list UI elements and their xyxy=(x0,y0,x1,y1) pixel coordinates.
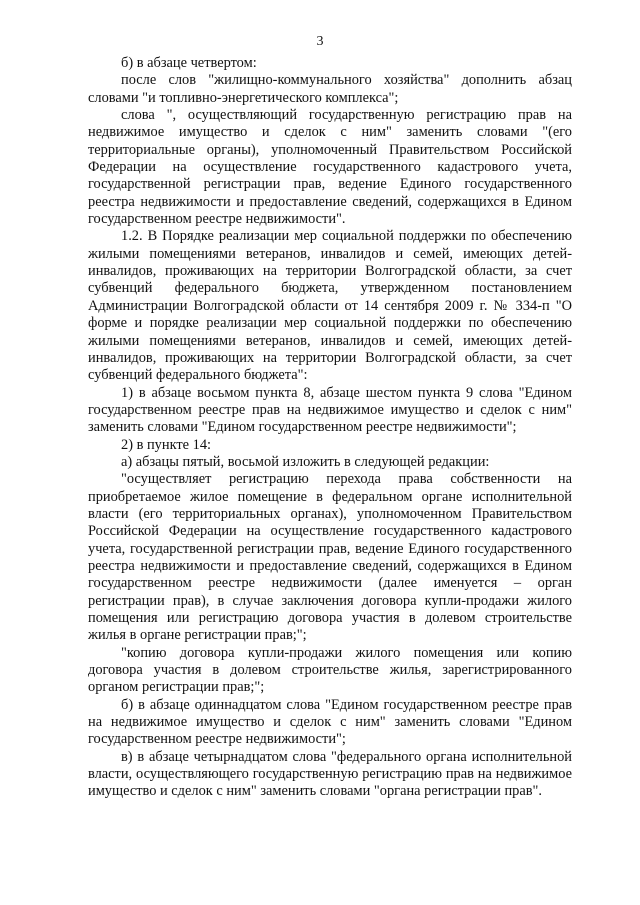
paragraph-2: после слов "жилищно-коммунального хозяйства" дополнить абзац словами "и топливно-энергетического комплекса"; xyxy=(88,72,572,106)
paragraph-4: 1.2. В Порядке реализации мер социальной поддержки по обеспечению жилыми помещениями ветеранов, инвалидов и семей, имеющих детей-инвалидов, проживающих на территории Волгоградской области, за счет субвенций федерального бюджета, утвержденном постановлением Администрации Волгоградской области от 14 сентября 2009 г. № 334-п "О форме и порядке реализации мер социальной поддержки по обеспечению жилыми помещениями ветеранов, инвалидов и семей, имеющих детей-инвалидов, проживающих на территории Волгоградской области, за счет субвенций федерального бюджета": xyxy=(88,228,572,384)
paragraph-7: а) абзацы пятый, восьмой изложить в следующей редакции: xyxy=(121,453,490,470)
paragraph-9: "копию договора купли-продажи жилого помещения или копию договора участия в долевом строительстве жилья, зарегистрированного органом регистрации прав;"; xyxy=(88,644,572,696)
paragraph-6: 2) в пункте 14: xyxy=(121,436,212,453)
paragraph-1: б) в абзаце четвертом: xyxy=(121,55,257,71)
paragraph-10: б) в абзаце одиннадцатом слова "Едином государственном реестре прав на недвижимое имущество и сделок с ним" заменить словами "Едином государственном реестре недвижимости"; xyxy=(88,696,572,748)
page-number: 3 xyxy=(316,34,324,49)
paragraph-8: "осуществляет регистрацию перехода права собственности на приобретаемое жилое помещение в федеральном органе исполнительной власти (его территориальных органах), уполномоченном Правительством Российской Федерации на осуществление государственного кадастрового учета, государственной регистрации прав, ведение Единого государственного реестра недвижимости и предоставление сведений, содержащихся в Едином государственном реестре недвижимости (далее именуется – орган регистрации прав), в случае заключения договора купли-продажи жилого помещения или регистрацию договора участия в долевом строительстве жилья в органе регистрации прав;"; xyxy=(88,471,572,644)
paragraph-3: слова ", осуществляющий государственную регистрацию прав на недвижимое имущество и сделок с ним" заменить словами "(его территориальные органы), уполномоченный Правительством Российской Федерации на осуществление государственного кадастрового учета, государственной регистрации прав, ведение Единого государственного реестра недвижимости и предоставление сведений, содержащихся в Едином государственном реестре недвижимости". xyxy=(88,107,572,228)
paragraph-5: 1) в абзаце восьмом пункта 8, абзаце шестом пункта 9 слова "Едином государственном реестре прав на недвижимое имущество и сделок с ним" заменить словами "Едином государственном реестре недвижимости"; xyxy=(88,384,572,436)
document-body xyxy=(88,55,572,801)
paragraph-11: в) в абзаце четырнадцатом слова "федерального органа исполнительной власти, осуществляющего государственную регистрацию прав на недвижимое имущество и сделок с ним" заменить словами "органа регистрации прав". xyxy=(88,748,572,800)
